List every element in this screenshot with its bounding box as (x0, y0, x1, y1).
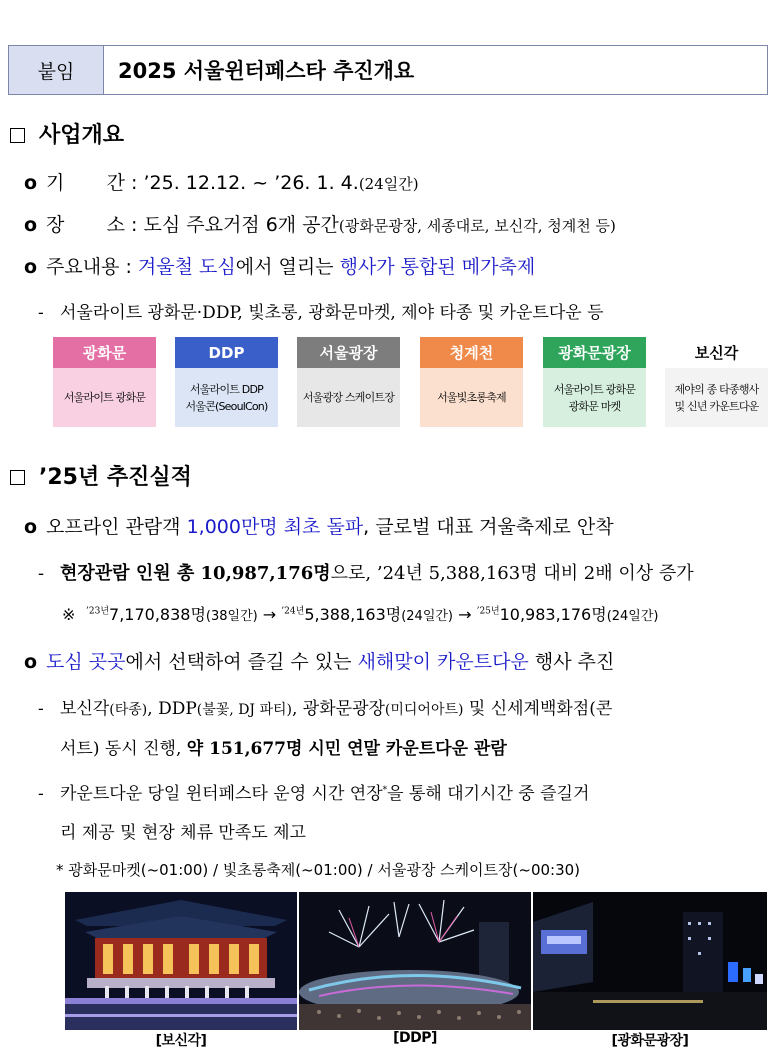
section-heading-results: ’25년 추진실적 (10, 460, 192, 491)
visitors-comparison-note: ※ $^{’23년}$7,170,838명(38일간) → $^{’24년}$5,388,163명(24일간) → $^{’25년}$10,983,176명(24일간) (62, 605, 659, 624)
circle-bullet-icon: o (24, 516, 38, 538)
result-sub-item-venues: - 보신각(타종), DDP(불꽃, DJ 파티), 광화문광장(미디어아트) 및 신세계백화점(콘 (38, 699, 613, 719)
venue-name: 광화문 (53, 337, 156, 368)
checkbox-icon (10, 470, 25, 485)
attachment-tag: 붙임 (9, 46, 104, 94)
venue-name: 광화문광장 (543, 337, 646, 368)
result-sub-item-extension: - 카운트다운 당일 윈터페스타 운영 시간 연장*을 통해 대기시간 중 즐길거 (38, 784, 590, 804)
photo-ddp (299, 892, 531, 1030)
venue-events: 서울라이트 DDP 서울콘(SeoulCon) (175, 368, 278, 427)
venue-name: DDP (175, 337, 278, 368)
place-item: o 장 소 : 도심 주요거점 6개 공간(광화문광장, 세종대로, 보신각, 청계천 등) (24, 214, 616, 236)
venue-card-gwanghwamun-square (543, 337, 646, 427)
venue-name: 서울광장 (297, 337, 400, 368)
content-sub-item: - 서울라이트 광화문·DDP, 빛초롱, 광화문마켓, 제야 타종 및 카운트다운 등 (38, 303, 604, 323)
result-sub-item-visitors: - 현장관람 인원 총 10,987,176명으로, ’24년 5,388,163명 대비 2배 이상 증가 (38, 563, 694, 584)
circle-bullet-icon: o (24, 214, 38, 236)
circle-bullet-icon: o (24, 256, 38, 278)
attachment-header (8, 45, 768, 95)
venue-events: 서울빛초롱축제 (420, 368, 523, 427)
photo-caption-ddp: [DDP] (393, 1030, 437, 1046)
venue-card-seoul-plaza (297, 337, 400, 427)
circle-bullet-icon: o (24, 172, 38, 194)
venue-name: 보신각 (665, 337, 768, 368)
content-item: o 주요내용 : 겨울철 도심에서 열리는 행사가 통합된 메가축제 (24, 256, 536, 278)
venue-name: 청계천 (420, 337, 523, 368)
venue-card-cheonggyecheon (420, 337, 523, 427)
photo-caption-gwanghwamun-square: [광화문광장] (611, 1033, 689, 1049)
period-item: o 기 간 : ’25. 12.12. ~ ’26. 1. 4.(24일간) (24, 172, 419, 194)
venue-events: 제야의 종 타종행사 및 신년 카운트다운 (665, 368, 768, 427)
checkbox-icon (10, 128, 25, 143)
venue-events: 서울라이트 광화문 광화문 마켓 (543, 368, 646, 427)
venue-card-gwanghwamun (53, 337, 156, 427)
photo-gwanghwamun-square (533, 892, 767, 1030)
section-heading-overview: 사업개요 (10, 118, 124, 149)
document-title: 2025 서울윈터페스타 추진개요 (118, 59, 415, 83)
photo-caption-bosingak: [보신각] (155, 1033, 207, 1049)
result-sub-item-extension-cont: 리 제공 및 현장 체류 만족도 제고 (60, 823, 306, 843)
venue-card-ddp (175, 337, 278, 427)
venue-events: 서울광장 스케이트장 (297, 368, 400, 427)
photo-bosingak (65, 892, 297, 1030)
venue-card-bosingak (665, 337, 768, 427)
footnote: * 광화문마켓(~01:00) / 빛초롱축제(~01:00) / 서울광장 스케이트장(~00:30) (56, 861, 581, 879)
venue-list (53, 337, 768, 427)
circle-bullet-icon: o (24, 651, 38, 673)
result-item-visitors: o 오프라인 관람객 1,000만명 최초 돌파, 글로벌 대표 겨울축제로 안착 (24, 516, 614, 538)
result-item-countdown: o 도심 곳곳에서 선택하여 즐길 수 있는 새해맞이 카운트다운 행사 추진 (24, 651, 615, 673)
venue-events: 서울라이트 광화문 (53, 368, 156, 427)
result-sub-item-venues-cont: 서트) 동시 진행, 약 151,677명 시민 연말 카운트다운 관람 (60, 739, 507, 759)
